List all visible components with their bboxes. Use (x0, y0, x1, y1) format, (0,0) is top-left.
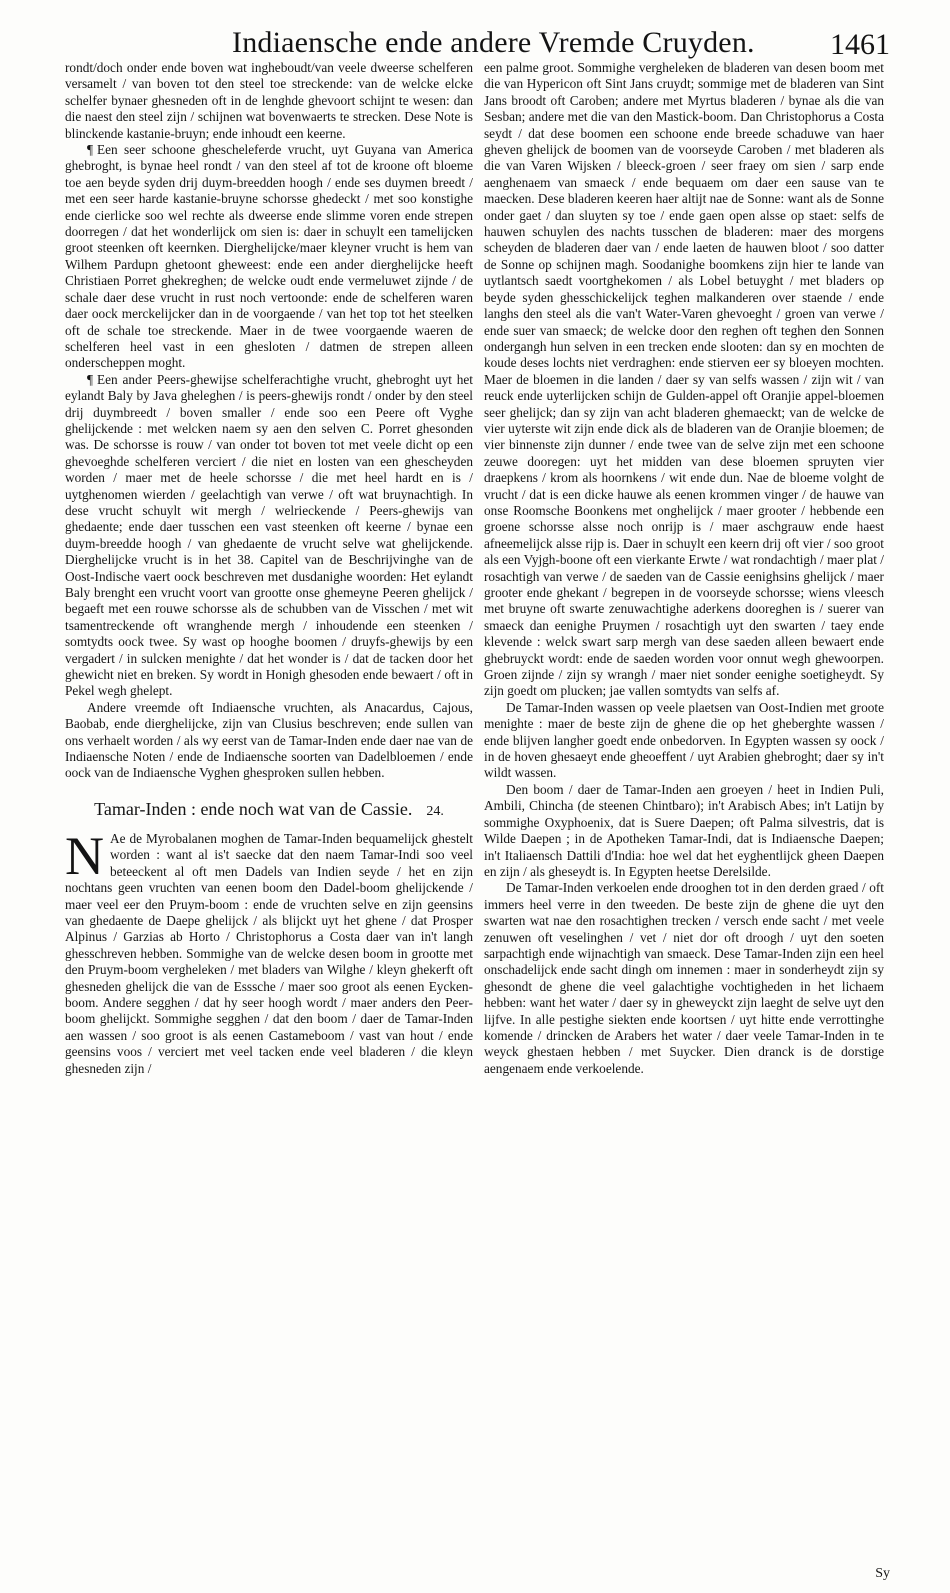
paragraph-guyana-fruit (65, 142, 473, 372)
paragraph-other-fruits: Andere vreemde oft Indiaensche vruchten, als Anacardus, Cajous, Baobab, ende dierghelijcke, zijn van Clusius beschreven; ende sullen van ons verhaelt worden / als wy eerst van de Tamar-Inden ende daer nae van de Indiaensche Noten / ende de Indiaensche soorten van Dadelbloemen / ende oock van de Indiaensche Vyghen ghesproken sullen hebben. (65, 699, 473, 781)
page-number: 1461 (830, 28, 890, 61)
running-title: Indiaensche ende andere Vremde Cruyden. (232, 26, 755, 59)
paragraph-tamarind-habitat: De Tamar-Inden wassen op veele plaetsen van Oost-Indien met groote menighte : maer de beste zijn de ghene die op het gheberghte wassen / ende blijven langher goedt ende onbedorven. In Egypten wassen sy oock / in de hoven ghesaeyt ende gheoeffent / uyt Arabien ghebroght; daer sy in't wildt wassen. (484, 699, 884, 781)
paragraph-tamarind-intro: Ae de Myrobalanen moghen de Tamar-Inden bequamelijck ghestelt worden : want al is't saecke dat den naem Tamar-Indi soo veel beteeckent al oft men Dadels van Indien seyde / het en zijn nochtans geen vruchten van eenen boom den Dadel-boom ghelijckende / maer veel eer den Pruym-boom : ende de vruchten selve en zijn geensins van ghedaente de Daepe ghelijck / als blijckt uyt het ghene / dat Prosper Alpinus / Garzias ab Horto / Christophorus a Costa daer van in't langh ghesschreven hebben. Sommighe van de welcke desen boom in grootte met den Pruym-boom vergheleken / met bladers van Wilghe / kleyn ghekerft oft ghesneden ghelijck die van de Esssche / maer soo groot als eenen Eycken-boom. Andere segghen / dat hy seer hoogh wordt / maer anders den Peer-boom ghelijckt. Sommighe segghen / dat den boom / daer de Tamar-Inden aen wassen / soo groot is als eenen Castameboom / vast van hout / ende geensins voos / verciert met veel tacken ende veel bladeren / die kleyn ghesneden zijn / (65, 830, 473, 1076)
section-number: 24. (426, 803, 444, 819)
paragraph-tamarind-names: Den boom / daer de Tamar-Inden aen groeyen / heet in Indien Puli, Ambili, Chincha (de steenen Chintbaro); in't Arabisch Abes; in't Latijn by sommighe Oxyphoenix, dat is Suere Daepen; oft Palma silvestris, dat is Wilde Daepen ; in de Apotheken Tamar-Indi, dat is Indiaensche Daepen; in't Italiaensch Dattili d'India: hoe wel dat het eyghentlijck gheen Daepen en zijn / als gheseydt is. In Egypten heetse Derelsilde. (484, 781, 884, 879)
left-column (65, 60, 473, 1077)
paragraph-tamarind-virtues: De Tamar-Inden verkoelen ende drooghen tot in den derden graed / oft immers heel verre in den tweeden. De beste zijn de ghene die uyt den swarten wat nae den rosachtighen trecken / versch ende sacht / met veele zenuwen oft veselinghen / vet / niet dor oft droogh / uyt den soeten sarpachtigh ende wijnachtigh van smaeck. Dese Tamar-Inden zijn een heel onschadelijck ende sacht dingh om innemen : maer in sonderheydt zijn sy ghesondt de ghene die veel galachtighe vochtigheden in het lichaem hebben: want het water / daer sy in gheweyckt zijn laeght de selve uyt den lijfve. In alle pestighe siekten ende koortsen / uyt hitte ende verrottinghe komende / drincken de Arabers het water / daer veele Tamar-Inden in te weyck ghestaen hebben / met Suycker. Dien dranck is de dorstige aengenaem ende verkoelende. (484, 880, 884, 1076)
section-heading (65, 798, 473, 823)
paragraph-mark-icon: ¶ (87, 371, 94, 387)
paragraph-mark-icon: ¶ (87, 142, 94, 158)
drop-cap: N (65, 825, 104, 886)
section-intro (65, 825, 473, 1077)
right-column (484, 60, 884, 1077)
catchword: Sy (875, 1566, 890, 1581)
section-title: Tamar-Inden : ende noch wat van de Cassie. (94, 798, 413, 819)
paragraph-nut-description: rondt/doch onder ende boven wat ingheboudt/van veele dweerse schelferen versamelt / van boven tot den steel toe streckende: van de welcke elcke schelfer bynaer ghesneden oft in de lenghde ghevoort schijnt te wesen: dan die naest den steel zijn / schijnen wat bovenwaerts te strecken. Dese Note is blinckende kastanie-bruyn; ende inhoudt een keerne. (65, 60, 473, 141)
paragraph-guyana-fruit-text: Een seer schoone ghescheleferde vrucht, uyt Guyana van America ghebroght, is bynae heel rondt / van den steel af tot de kroone oft bloeme toe aen beyde syden drij duym-breedden hoogh / ende ses duymen breedt / met een seer harde kastanie-bruyne schorsse ghedeckt / met soo konstighe ende cierlicke soo wel rechte als dweerse ende slimme voren ende strepen doorregen / dat het wonderlijck om sien is: daer in schuylt een tamelijcken groot steenken oft keernken. Dierghelijcke/maer kleyner vrucht is hem van Wilhem Pardupn ghetoont gheweest: ende een ander dierghelijcke heeft Christiaen Porret ghekreghen; de welcke oudt ende vermeluwet zijnde / de schale daer dese vrucht in rust noch vertoonde: ende de schelferen waren daer oock merckelijcker dan in de voorgaende / van het top tot het steelken oft de schale toe streckende. Maer in de twee voorgaende waeren de schelferen heel vast in een ghesloten / datmen de strepen alleen onderscheppen moght. (65, 142, 473, 371)
paragraph-baly-fruit-text: Een ander Peers-ghewijse schelferachtighe vrucht, ghebroght uyt het eylandt Baly by Java gheleghen / is peers-ghewijs rondt / onder by den steel drij duymbreedt / boven smaller / ende soo een Peere oft Vyghe ghelijckende : met welcken naem sy aen den selven C. Porret ghesonden was. De schorsse is rouw / van onder tot boven tot met veele dicht op een ghevoeghde schelferen verciert / die niet en losten van een ghescheyden worden / maer met de heele schorsse / die met heel hardt en is / uytghenomen wierden / geelachtigh van verwe / oft wat bruynachtigh. In dese vrucht schuylt wit mergh / welrieckende / Peers-ghewijs van ghedaente; ende daer tusschen een vast steenken oft keerne / bynae een duym-breedde hoogh / van ghedaente de vrucht selve wat ghelijckende. Dierghelijcke vrucht is in het 38. Capitel van de Beschrijvinghe van de Oost-Indische vaert oock beschreven met dusdanighe woorden: Het eylandt Baly brenght een vrucht voort van grootte onse ghemeyne Peeren ghelijck / begaeft met een rouwe schorsse als de schubben van de Visschen / met wit tsamentreckende oft wranghende mergh / inhoudende een steenken / somtydts oock twee. Sy wast op hooghe boomen / druyfs-ghewijs by een vergadert / in sulcken menighte / dat het wonder is / dat de tacken door het ghewicht niet en breken. Sy wordt in Honigh ghesoden ende bewaert / oft in Pekel wegh ghelept. (65, 371, 473, 699)
paragraph-tamarind-leaves: een palme groot. Sommighe vergheleken de bladeren van desen boom met die van Hypericon oft Sint Jans cruydt; sommige met de bladeren van Sint Jans broodt oft Caroben; andere met Myrtus bladeren / bynae als die van Sesban; andere met die van den Mastick-boom. Dan Christophorus a Costa seydt / dat dese boomen een schoone ende breede schaduwe van haer gheven ghelijck de boomen van de voorseyde Caroben / met bladeren als die van Varen Wijsken / bleeck-groen / seer fraey om sien / sarp ende aenghenaem van smaeck / ende bequaem om daer een sause van te maecken. Dese bladeren keeren haer altijt nae de Sonne: want als de Sonne onder gaet / dan sluyten sy toe / ende gaen open alsse op staet: selfs de hauwen schuylen des nachts tusschen de bladeren: maer des morgens scheyden de bladeren daer van / ende laeten de hauwen bloot / soo datter de Sonne op schijnen magh. Soodanighe boomkens zijn hier te lande van uytlantsch saedt voortghekomen / als Lobel betuyght / met bladers op beyde syden ghesschickelijck teghen malkanderen over staende / ende langhs den steel als die van't Water-Varen ghevoeght / groen van verwe / ende suer van smaeck; de welcke door den reghen oft teghen den Sonnen ondergangh hun selven in een trecken ende slooten: dan sy en mochten de koude deses lochts niet verdraghen: ende stierven eer sy bloeyen mochten. Maer de bloemen in die landen / daer sy van selfs wassen / zijn wit / van reuck ende uyterlijcken schijn de Gulden-appel oft Oranjie appel-bloemen seer ghelijck; dan sy zijn van acht bladeren ghemaeckt; van de welcke de vier uyterste wit zijn ende dick als de bladeren van de Oranjie bloemen; de vier binnenste zijn dunner / ende twee van de selve zijn met een schoone zeuwe dooregen: uyt het midden van dese bloemen spruyten vier draepkens / krom als hoornkens / wit ende dun. Nae de bloeme volght de vrucht / dat is een dicke hauwe als eenen krommen vinger / de hauwe van onse Roomsche Boonkens met onghelijck / maer grooter / hebbende een groene schorsse alsse noch onrijp is / maer aschgrauw ende haest afneemelijck alsse rijp is. Daer in schuylt een keern drij oft vier / soo groot als een Vyjgh-boone oft een vierkante Erwte / wat rondachtigh / maer plat / rosachtigh van verwe / de saeden van de Cassie eenighsins ghelijck / maer grooter ende ghekant / begrepen in de voorseyde schorsse; wiens vleesch met bruyne oft swarte zenuwachtighe aderkens dooreghen is / suerer van smaeck dan eenighe Pruymen / rosachtigh uyt den swarten / taey ende klevende : welck swart sarp mergh van dese saeden alleen bewaert ende ghebruyckt wordt: ende de saeden worden voor onnut wegh ghewoorpen. Groen zijnde / zijn sy wrangh / maer niet sonder eenighe soetigheydt. Sy zijn goedt om plucken; jae vallen somtydts van selfs af. (484, 60, 884, 699)
paragraph-baly-fruit (65, 372, 473, 700)
